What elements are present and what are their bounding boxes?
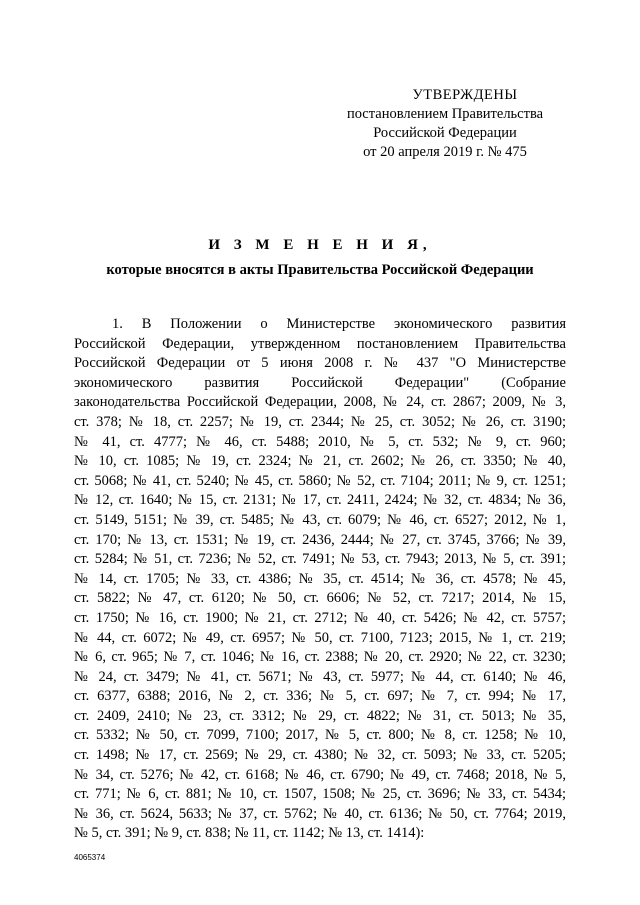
paragraph-line: ст. 5149, 5151; № 39, ст. 5485; № 43, ст. 6079; № 46, ст. 6527; 2012, № 1, bbox=[74, 511, 566, 528]
paragraph-line: ст. 170; № 13, ст. 1531; № 19, ст. 2436, 2444; № 27, ст. 3745, 3766; № 39, bbox=[74, 531, 566, 548]
paragraph-line: № 34, ст. 5276; № 42, ст. 6168; № 46, ст. 6790; № 49, ст. 7468; 2018, № 5, bbox=[74, 766, 566, 783]
paragraph-line: Российской Федерации, утвержденном постановлением Правительства bbox=[74, 335, 566, 352]
approval-stamp bbox=[320, 86, 570, 162]
paragraph-line: ст. 2409, 2410; № 23, ст. 3312; № 29, ст. 4822; № 31, ст. 5013; № 35, bbox=[74, 707, 566, 724]
document-title: И З М Е Н Е Н И Я, bbox=[208, 237, 432, 253]
paragraph-line: ст. 6377, 6388; 2016, № 2, ст. 336; № 5, ст. 697; № 7, ст. 994; № 17, bbox=[74, 688, 566, 705]
approval-line-date: от 20 апреля 2019 г. № 475 bbox=[363, 144, 527, 160]
paragraph-line: ст. 771; № 6, ст. 881; № 10, ст. 1507, 1508; № 25, ст. 3696; № 33, ст. 5434; bbox=[74, 786, 566, 803]
paragraph-line: ст. 5284; № 51, ст. 7236; № 52, ст. 7491; № 53, ст. 7943; 2013, № 5, ст. 391; bbox=[74, 551, 566, 568]
paragraph-line: № 41, ст. 4777; № 46, ст. 5488; 2010, № 5, ст. 532; № 9, ст. 960; bbox=[74, 433, 566, 450]
paragraph-line: ст. 5068; № 41, ст. 5240; № 45, ст. 5860; № 52, ст. 7104; 2011; № 9, ст. 1251; bbox=[74, 472, 566, 489]
paragraph-line: № 10, ст. 1085; № 19, ст. 2324; № 21, ст. 2602; № 26, ст. 3350; № 40, bbox=[74, 453, 566, 470]
paragraph-line: ст. 378; № 18, ст. 2257; № 19, ст. 2344; № 25, ст. 3052; № 26, ст. 3190; bbox=[74, 413, 566, 430]
document-number: 4065374 bbox=[74, 853, 106, 862]
paragraph-line: № 12, ст. 1640; № 15, ст. 2131; № 17, ст. 2411, 2424; № 32, ст. 4834; № 36, bbox=[74, 492, 566, 509]
paragraph-line: № 24, ст. 3479; № 41, ст. 5671; № 43, ст. 5977; № 44, ст. 6140; № 46, bbox=[74, 668, 566, 685]
approval-line-federation: Российской Федерации bbox=[373, 125, 517, 141]
paragraph-line: ст. 1750; № 16, ст. 1900; № 21, ст. 2712; № 40, ст. 5426; № 42, ст. 5757; bbox=[74, 609, 566, 626]
paragraph-line: Российской Федерации от 5 июня 2008 г. № 437 "О Министерстве bbox=[74, 355, 566, 372]
paragraph-line: № 5, ст. 391; № 9, ст. 838; № 11, ст. 1142; № 13, ст. 1414): bbox=[74, 825, 425, 842]
paragraph-line: ст. 5822; № 47, ст. 6120; № 50, ст. 6606; № 52, ст. 7217; 2014, № 15, bbox=[74, 590, 566, 607]
paragraph-line: № 6, ст. 965; № 7, ст. 1046; № 16, ст. 2388; № 20, ст. 2920; № 22, ст. 3230; bbox=[74, 649, 566, 666]
paragraph-line: 1. В Положении о Министерстве экономического развития bbox=[112, 316, 566, 332]
approval-line-decree: постановлением Правительства bbox=[346, 106, 544, 122]
paragraph-line: экономического развития Российской Федерации" (Собрание bbox=[74, 374, 566, 391]
paragraph-line: ст. 1498; № 17, ст. 2569; № 29, ст. 4380; № 32, ст. 5093; № 33, ст. 5205; bbox=[74, 747, 566, 764]
paragraph-line: № 44, ст. 6072; № 49, ст. 6957; № 50, ст. 7100, 7123; 2015, № 1, ст. 219; bbox=[74, 629, 566, 646]
approval-heading: УТВЕРЖДЕНЫ bbox=[412, 87, 518, 103]
paragraph-1 bbox=[74, 315, 566, 844]
paragraph-line: ст. 5332; № 50, ст. 7099, 7100; 2017, № 5, ст. 800; № 8, ст. 1258; № 10, bbox=[74, 727, 566, 744]
document-subtitle: которые вносятся в акты Правительства Российской Федерации bbox=[106, 262, 534, 278]
paragraph-line: № 36, ст. 5624, 5633; № 37, ст. 5762; № 40, ст. 6136; № 50, ст. 7764; 2019, bbox=[74, 805, 566, 822]
paragraph-line: законодательства Российской Федерации, 2008, № 24, ст. 2867; 2009, № 3, bbox=[74, 394, 566, 411]
paragraph-line: № 14, ст. 1705; № 33, ст. 4386; № 35, ст. 4514; № 36, ст. 4578; № 45, bbox=[74, 570, 566, 587]
